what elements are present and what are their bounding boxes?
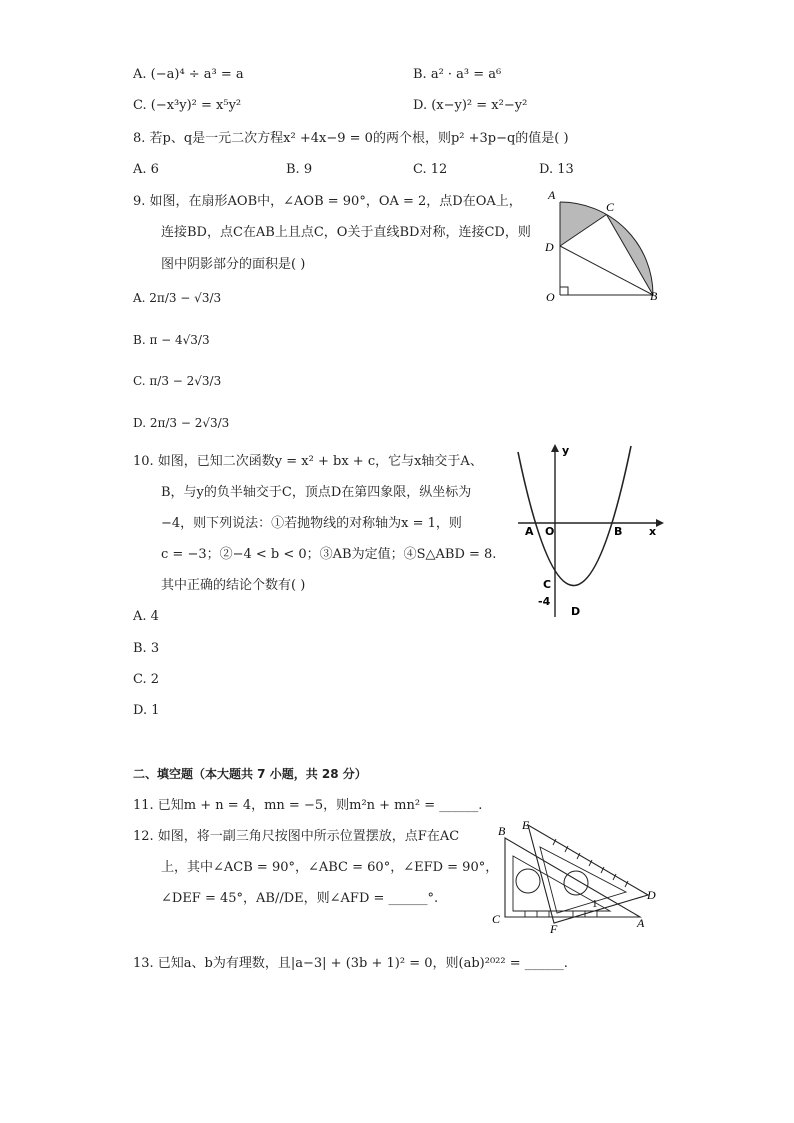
q8-option-a: A. 6 [133,162,159,177]
q9-label-d: D [545,240,554,254]
q7-option-b: B. a² · a³ = a⁶ [413,67,502,82]
q7-option-d: D. (x−y)² = x²−y² [413,98,528,113]
q10-option-c: C. 2 [133,672,160,687]
q9-label-a: A [548,188,556,202]
q9-sector-figure [540,185,665,305]
q9-label-b: B [650,289,658,303]
q10-label-x: x [649,525,657,538]
q10-parabola-curve [518,446,631,586]
q10-label-d: D [571,605,581,618]
q12-label-f: F [550,922,558,935]
q7-option-c: C. (−x³y)² = x⁵y² [133,98,242,113]
q12-triangles-figure [490,815,665,935]
q10-line4: c = −3；②−4 < b < 0；③AB为定值；④S△ABD = 8. [161,547,497,562]
q12-line2: 上，其中∠ACB = 90°，∠ABC = 60°，∠EFD = 90°， [161,860,499,875]
q12-label-e: E [522,818,530,832]
q10-option-b: B. 3 [133,641,160,656]
q12-line3: ∠DEF = 45°，AB//DE，则∠AFD = ______°. [161,891,439,906]
q12-label-c: C [492,912,501,926]
q9-label-o: O [546,290,555,304]
q10-option-a: A. 4 [133,609,159,624]
q10-label-a: A [525,525,534,538]
q10-label-y: y [562,444,570,457]
q12-label-b: B [498,824,506,838]
q12-line1: 12. 如图，将一副三角尺按图中所示位置摆放，点F在AC [133,829,460,844]
q10-label-neg4: -4 [538,595,551,608]
q9-option-b: B. π − 4√3/3 [133,333,210,347]
q7-option-a: A. (−a)⁴ ÷ a³ = a [133,67,244,82]
q9-label-c: C [606,200,615,214]
q8-stem: 8. 若p、q是一元二次方程x² +4x−9 = 0的两个根，则p² +3p−q的值是( ) [133,131,569,146]
q10-line2: B，与y的负半轴交于C，顶点D在第四象限，纵坐标为 [161,485,472,500]
q13-text: 13. 已知a、b为有理数，且|a−3| + (3b + 1)² = 0，则(ab)²⁰²² = ______. [133,956,568,971]
q8-option-c: C. 12 [413,162,448,177]
q11-text: 11. 已知m + n = 4，mn = −5，则m²n + mn² = ______. [133,798,483,813]
q10-label-b: B [614,525,623,538]
q10-line3: −4，则下列说法：①若抛物线的对称轴为x = 1，则 [161,516,462,531]
q9-line2: 连接BD，点C在AB上且点C，O关于直线BD对称，连接CD，则 [161,225,531,240]
q9-shaded-region-ad-c [560,202,607,246]
q10-line1: 10. 如图，已知二次函数y = x² + bx + c，它与x轴交于A、 [133,454,483,469]
section-2-title: 二、填空题（本大题共 7 小题，共 28 分） [133,767,367,781]
q9-option-a: A. 2π/3 − √3/3 [133,291,222,305]
q10-parabola-figure [514,442,664,622]
q9-option-d: D. 2π/3 − 2√3/3 [133,416,230,430]
q10-label-c: C [543,578,552,591]
q10-label-o: O [545,525,555,538]
q8-option-b: B. 9 [286,162,313,177]
q9-option-c: C. π/3 − 2√3/3 [133,374,222,388]
q12-label-d: D [647,888,656,902]
q12-label-angle-1: 1 [592,898,598,910]
q12-label-a: A [637,916,645,930]
q10-option-d: D. 1 [133,703,160,718]
q8-option-d: D. 13 [539,162,574,177]
q9-line3: 图中阴影部分的面积是( ) [161,257,306,272]
q9-line1: 9. 如图，在扇形AOB中，∠AOB = 90°，OA = 2，点D在OA上， [133,194,522,209]
q10-line5: 其中正确的结论个数有( ) [161,578,306,593]
